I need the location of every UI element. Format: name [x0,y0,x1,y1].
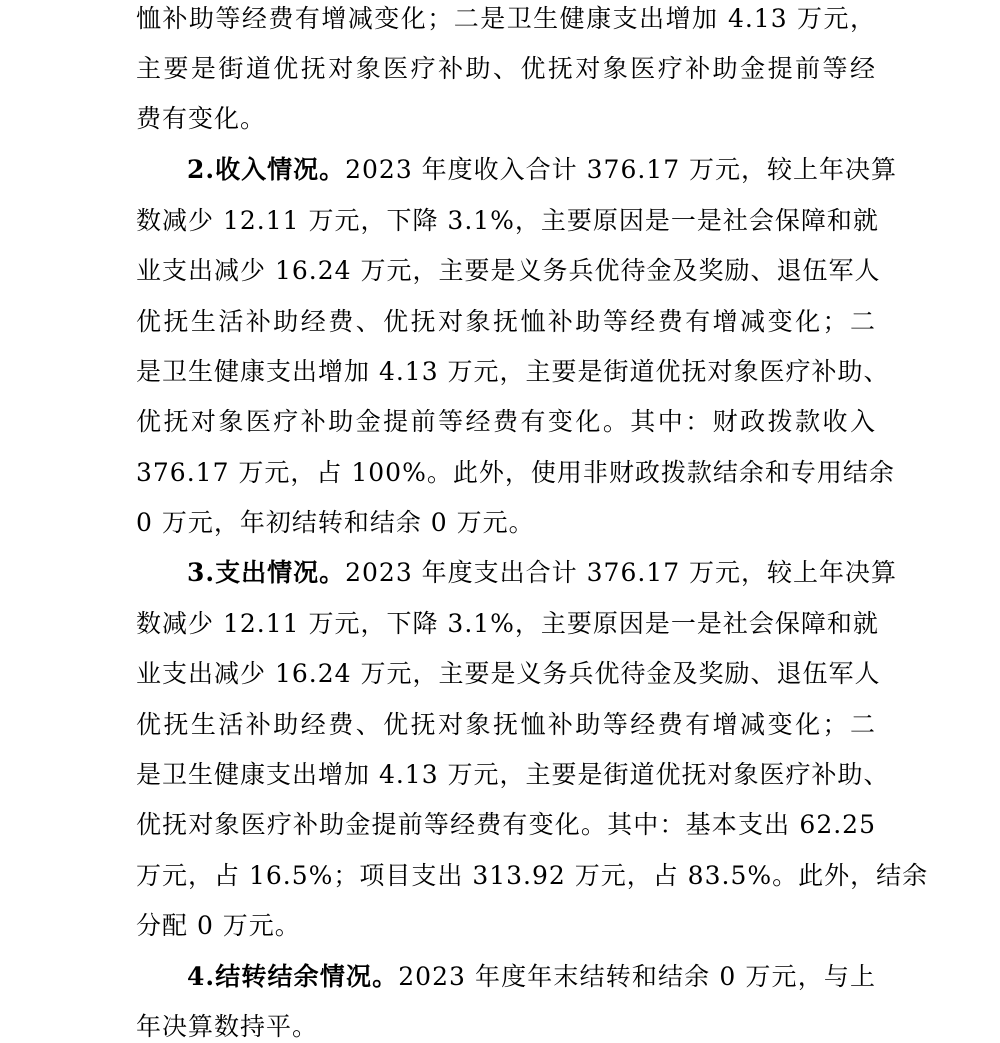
text-line: 优抚对象医疗补助金提前等经费有变化。其中：财政拨款收入 [136,407,876,436]
section-income-lead: 2023 年度收入合计 376.17 万元，较上年决算 [345,155,898,184]
section-expense-first-line [187,548,898,598]
text-line: 万元，占 16.5%；项目支出 313.92 万元，占 83.5%。此外，结余 [136,861,929,890]
section-balance-lead: 2023 年度年末结转和结余 0 万元，与上 [398,962,876,991]
text-line: 数减少 12.11 万元，下降 3.1%，主要原因是一是社会保障和就 [136,206,879,235]
text-line: 是卫生健康支出增加 4.13 万元，主要是街道优抚对象医疗补助、 [136,760,890,789]
text-line: 是卫生健康支出增加 4.13 万元，主要是街道优抚对象医疗补助、 [136,357,890,386]
text-line: 恤补助等经费有增减变化；二是卫生健康支出增加 4.13 万元， [136,4,876,33]
text-line: 费有变化。 [136,104,267,133]
section-heading-balance: 4.结转结余情况。 [187,962,399,991]
section-expense-lead: 2023 年度支出合计 376.17 万元，较上年决算 [345,558,898,587]
text-line: 0 万元，年初结转和结余 0 万元。 [136,508,535,537]
text-line: 数减少 12.11 万元，下降 3.1%，主要原因是一是社会保障和就 [136,609,879,638]
text-line: 优抚生活补助经费、优抚对象抚恤补助等经费有增减变化；二 [136,710,876,739]
text-line: 主要是街道优抚对象医疗补助、优抚对象医疗补助金提前等经 [136,54,876,83]
text-line: 优抚生活补助经费、优抚对象抚恤补助等经费有增减变化；二 [136,307,876,336]
text-line: 376.17 万元，占 100%。此外，使用非财政拨款结余和专用结余 [136,458,895,487]
text-line: 业支出减少 16.24 万元，主要是义务兵优待金及奖励、退伍军人 [136,256,881,285]
section-heading-expense: 3.支出情况。 [187,558,346,587]
text-line: 业支出减少 16.24 万元，主要是义务兵优待金及奖励、退伍军人 [136,659,881,688]
section-heading-income: 2.收入情况。 [187,155,346,184]
section-income-first-line [187,145,898,195]
text-line: 分配 0 万元。 [136,911,301,940]
section-balance-first-line [187,952,876,1002]
text-line: 年决算数持平。 [136,1012,319,1041]
text-line: 优抚对象医疗补助金提前等经费有变化。其中：基本支出 62.25 [136,810,876,839]
